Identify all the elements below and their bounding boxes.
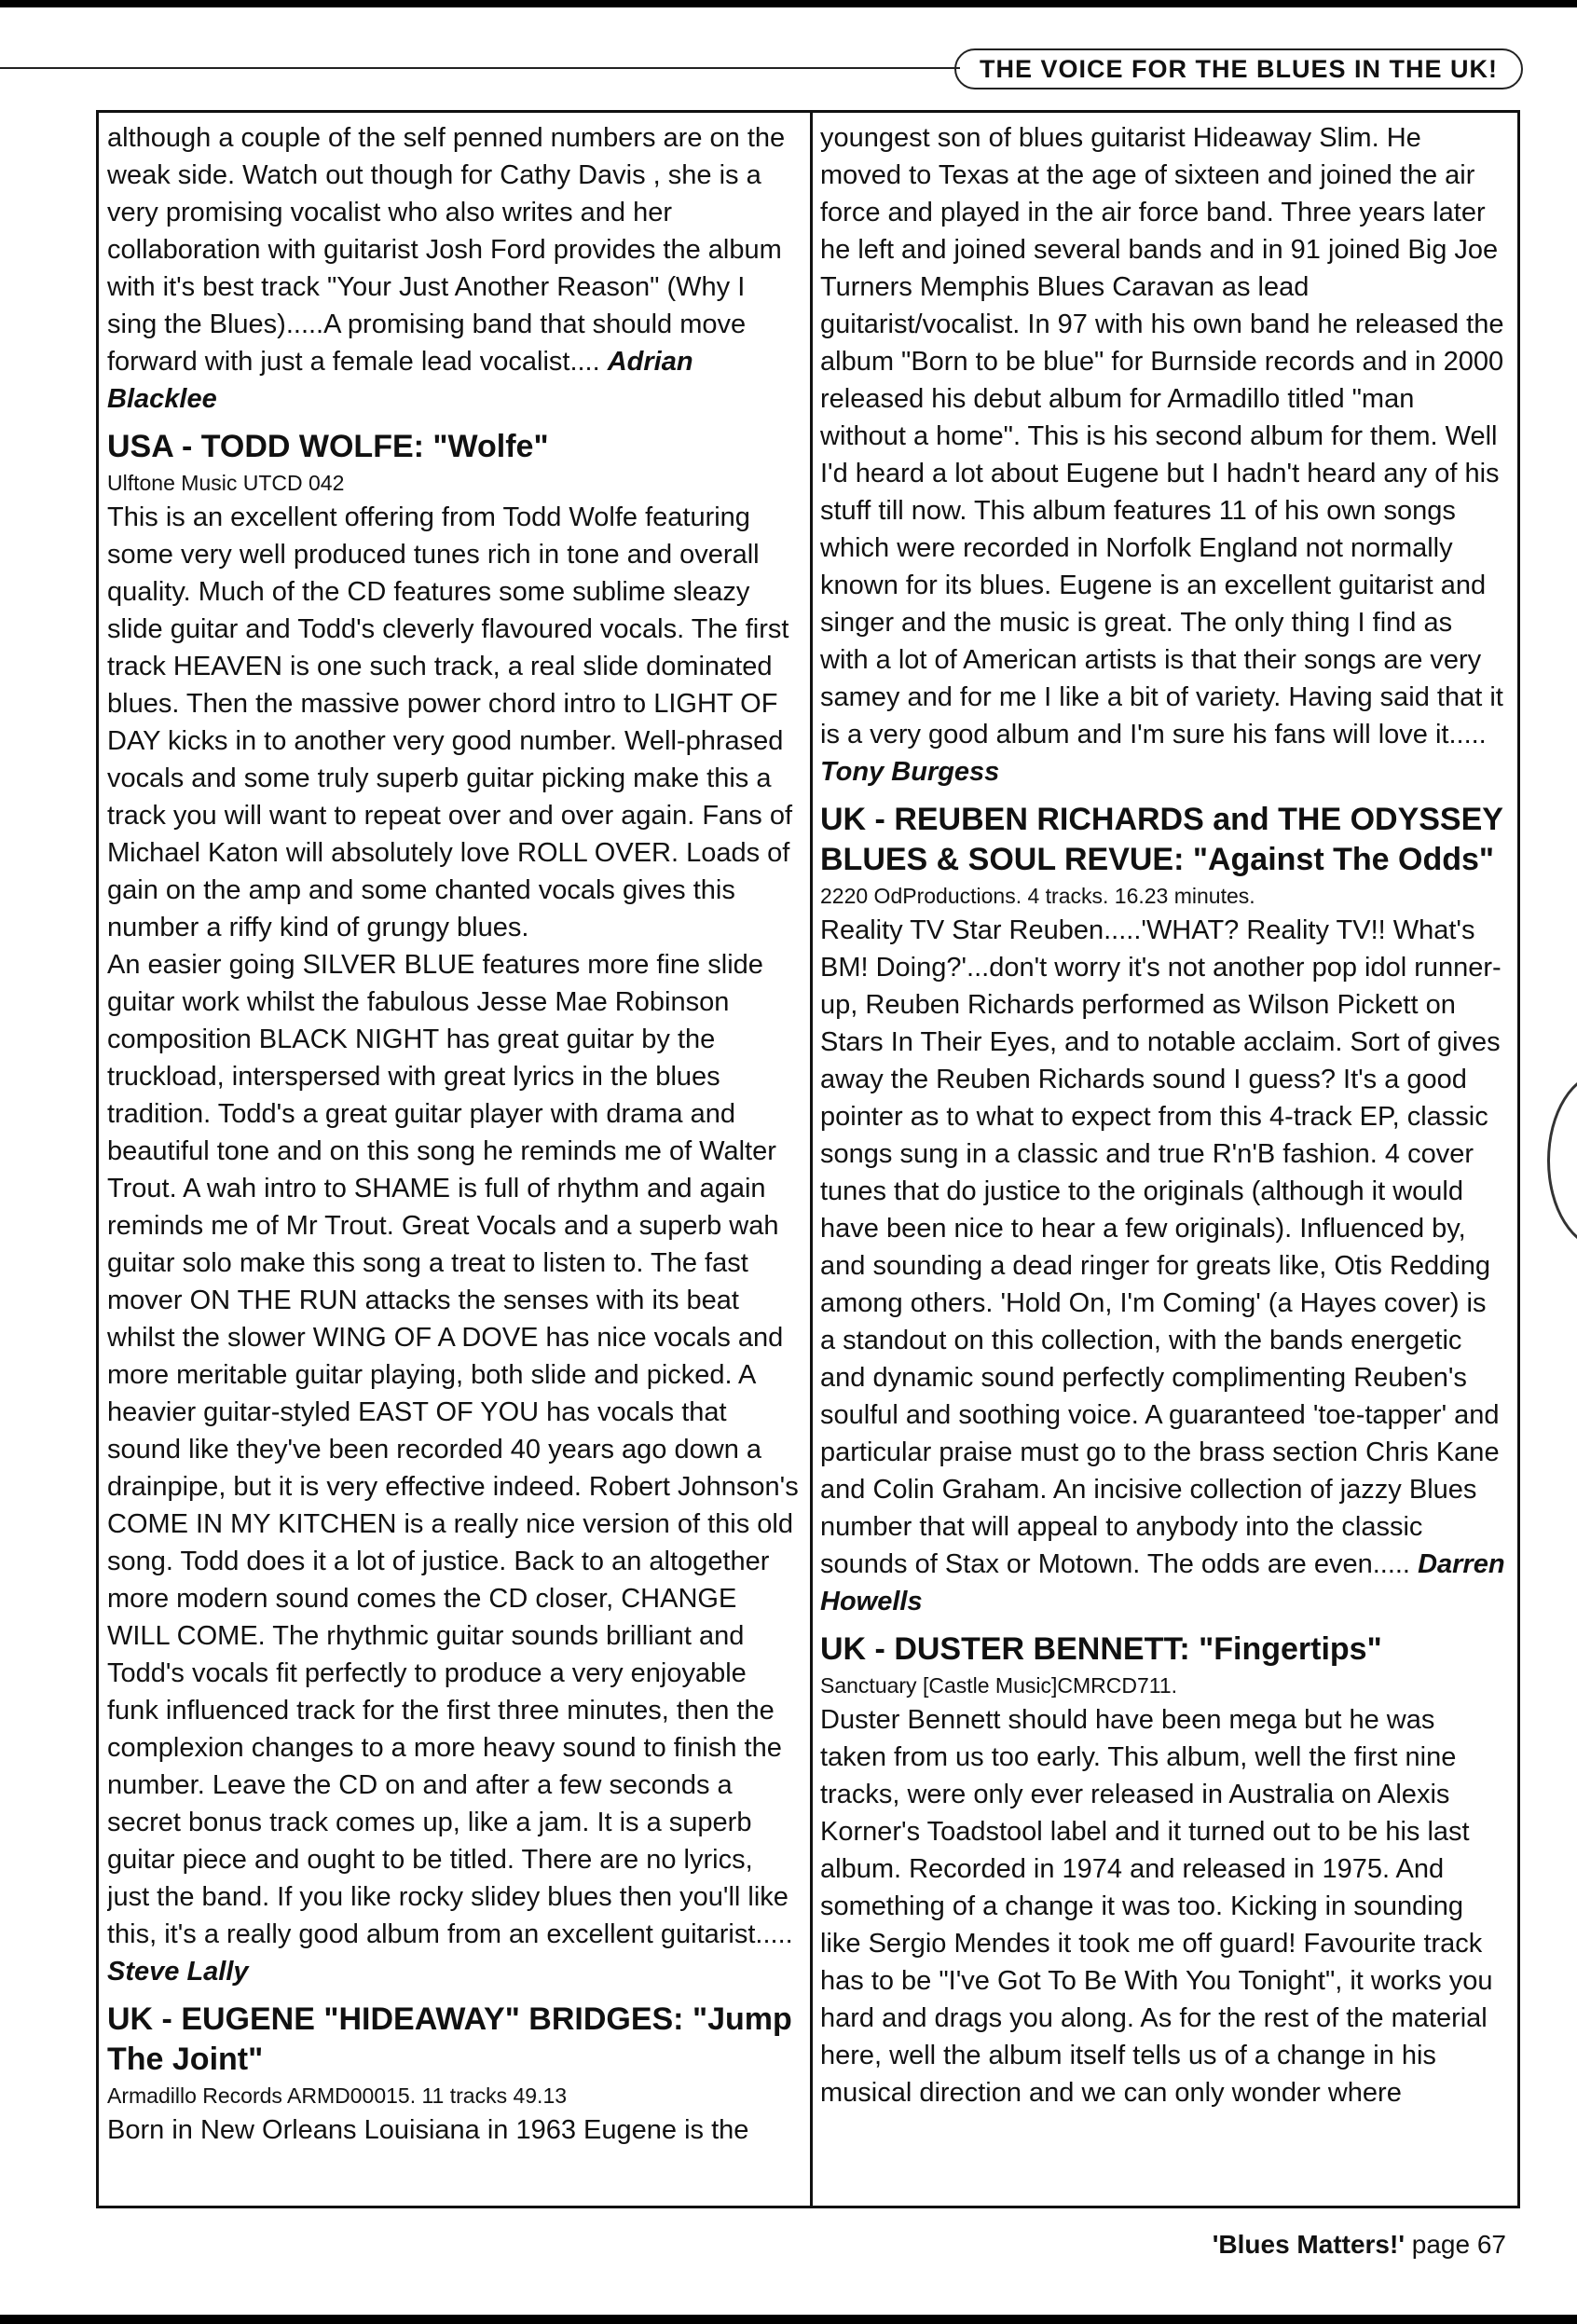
page-number: page 67 [1411, 2230, 1506, 2259]
review-heading: UK - EUGENE "HIDEAWAY" BRIDGES: "Jump The Joint" [107, 2001, 792, 2077]
review-body: This is an excellent offering from Todd Wolfe featuring some very well produced tunes rich in tone and overall quality. Much of the CD features some sublime sleazy slide guitar and Todd's cleverly flavoured vocals. The first track HEAVEN is one such track, a real slide dominated blues. Then the massive power chord intro to LIGHT OF DAY kicks in to another very good number. Well-phrased vocals and some truly superb guitar picking make this a track you will want to repeat over and over again. Fans of Michael Katon will absolutely love ROLL OVER. Loads of gain on the amp and some chanted vocals gives this number a riffy kind of grungy blues. [107, 502, 793, 942]
release-label: Ulftone Music UTCD 042 [107, 471, 345, 495]
review-text: youngest son of blues guitarist Hideaway Slim. He moved to Texas at the age of sixteen and joined the air force and played in the air force band. Three years later he left and joined several bands and in 91 joined Big Joe Turners Memphis Blues Caravan as lead guitarist/vocalist. In 97 with his own band he released the album "Born to be blue" for Burnside records and in 2000 released his debut album for Armadillo titled "man without a home". This is his second album for them. Well I'd heard a lot about Eugene but I hadn't heard any of his stuff till now. This album features 11 of his own songs which were recorded in Norfolk England not normally known for its blues. Eugene is an excellent guitarist and singer and the music is great. The only thing I find as with a lot of American artists is that their songs are very samey and for me I like a bit of variety. Having said that it is a very good album and I'm sure his fans will love it..... [820, 123, 1504, 749]
left-column [107, 119, 802, 2204]
release-label: 2220 OdProductions. 4 tracks. 16.23 minutes. [820, 884, 1255, 908]
review-text: Reality TV Star Reuben.....'WHAT? Reality TV!! What's BM! Doing?'...don't worry it's not another pop idol runner-up, Reuben Richards performed as Wilson Pickett on Stars In Their Eyes, and to notable acclaim. Sort of gives away the Reuben Richards sound I guess? It's a good pointer as to what to expect from this 4-track EP, classic songs sung in a classic and true R'n'B fashion. 4 cover tunes that do justice to the originals (although it would have been nice to hear a few originals). Influenced by, and sounding a dead ringer for greats like, Otis Redding among others. 'Hold On, I'm Coming' (a Hayes cover) is a standout on this collection, with the bands energetic and dynamic sound perfectly complimenting Reuben's soulful and soothing voice. A guaranteed 'toe-tapper' and particular praise must go to the brass section Chris Kane and Colin Graham. An incisive collection of jazzy Blues number that will appeal to anybody into the classic sounds of Stax or Motown. The odds are even..... [820, 915, 1502, 1579]
release-label: Armadillo Records ARMD00015. 11 tracks 49.13 [107, 2083, 568, 2108]
review-body [107, 119, 802, 418]
page-bottom-border [0, 2315, 1577, 2324]
review-text: An easier going SILVER BLUE features more fine slide guitar work whilst the fabulous Jesse Mae Robinson composition BLACK NIGHT has great guitar by the truckload, interspersed with great lyrics in the blues tradition. Todd's a great guitar player with drama and beautiful tone and on this song he reminds me of Walter Trout. A wah intro to SHAME is full of rhythm and again reminds me of Mr Trout. Great Vocals and a superb wah guitar solo make this song a treat to listen to. The fast mover ON THE RUN attacks the senses with its beat whilst the slower WING OF A DOVE has nice vocals and more meritable guitar playing, both slide and picked. A heavier guitar-styled EAST OF YOU has vocals that sound like they've been recorded 40 years ago down a drainpipe, but it is very effective indeed. Robert Johnson's COME IN MY KITCHEN is a really nice version of this old song. Todd does it a lot of justice. Back to an altogether more modern sound comes the CD closer, CHANGE WILL COME. The rhythmic guitar sounds brilliant and Todd's vocals fit perfectly to produce a very enjoyable funk influenced track for the first three minutes, then the complexion changes to a more heavy sound to finish the number. Leave the CD on and after a few seconds a secret bonus track comes up, like a jam. It is a superb guitar piece and ought to be titled. There are no lyrics, just the band. If you like rocky slidey blues then you'll like this, it's a really good album from an excellent guitarist..... [107, 950, 799, 1949]
reviewer-name: Tony Burgess [820, 757, 1000, 787]
magazine-title: 'Blues Matters!' [1212, 2230, 1405, 2259]
page-footer [1213, 2230, 1506, 2260]
review-body [107, 946, 802, 1990]
review-body [820, 912, 1505, 1620]
reviewer-name: Steve Lally [107, 1957, 249, 1987]
review-body: Duster Bennett should have been mega but he was taken from us too early. This album, well the first nine tracks, were only ever released in Australia on Alexis Korner's Toadstool label and it turned out to be his last album. Recorded in 1974 and released in 1975. And something of a change it was too. Kicking in sounding like Sergio Mendes it took me off guard! Favourite track has to be "I've Got To Be With You Tonight", it works you hard and drags you along. As for the rest of the material here, well the album itself tells us of a change in his musical direction and we can only wonder where [820, 1705, 1493, 2108]
review-body [820, 119, 1505, 791]
header-rule [0, 67, 960, 69]
review-body: Born in New Orleans Louisiana in 1963 Eugene is the [107, 2115, 749, 2145]
page-edge-arc [1547, 1072, 1577, 1249]
release-label: Sanctuary [Castle Music]CMRCD711. [820, 1673, 1178, 1698]
page-top-border [0, 0, 1577, 7]
review-heading: UK - DUSTER BENNETT: "Fingertips" [820, 1631, 1382, 1667]
right-column [820, 119, 1505, 2204]
reviewer-name: Adrian Blacklee [107, 347, 693, 414]
review-text: although a couple of the self penned numbers are on the weak side. Watch out though for Cathy Davis , she is a very promising vocalist who also writes and her collaboration with guitarist Josh Ford provides the album with it's best track "Your Just Another Reason" (Why I sing the Blues).....A promising band that should move forward with just a female lead vocalist.... [107, 123, 786, 377]
header-tagline: THE VOICE FOR THE BLUES IN THE UK! [954, 48, 1523, 89]
review-heading: UK - REUBEN RICHARDS and THE ODYSSEY BLUES & SOUL REVUE: "Against The Odds" [820, 802, 1503, 877]
reviewer-name: Darren Howells [820, 1549, 1505, 1616]
review-heading: USA - TODD WOLFE: "Wolfe" [107, 429, 549, 464]
column-divider [810, 110, 813, 2208]
